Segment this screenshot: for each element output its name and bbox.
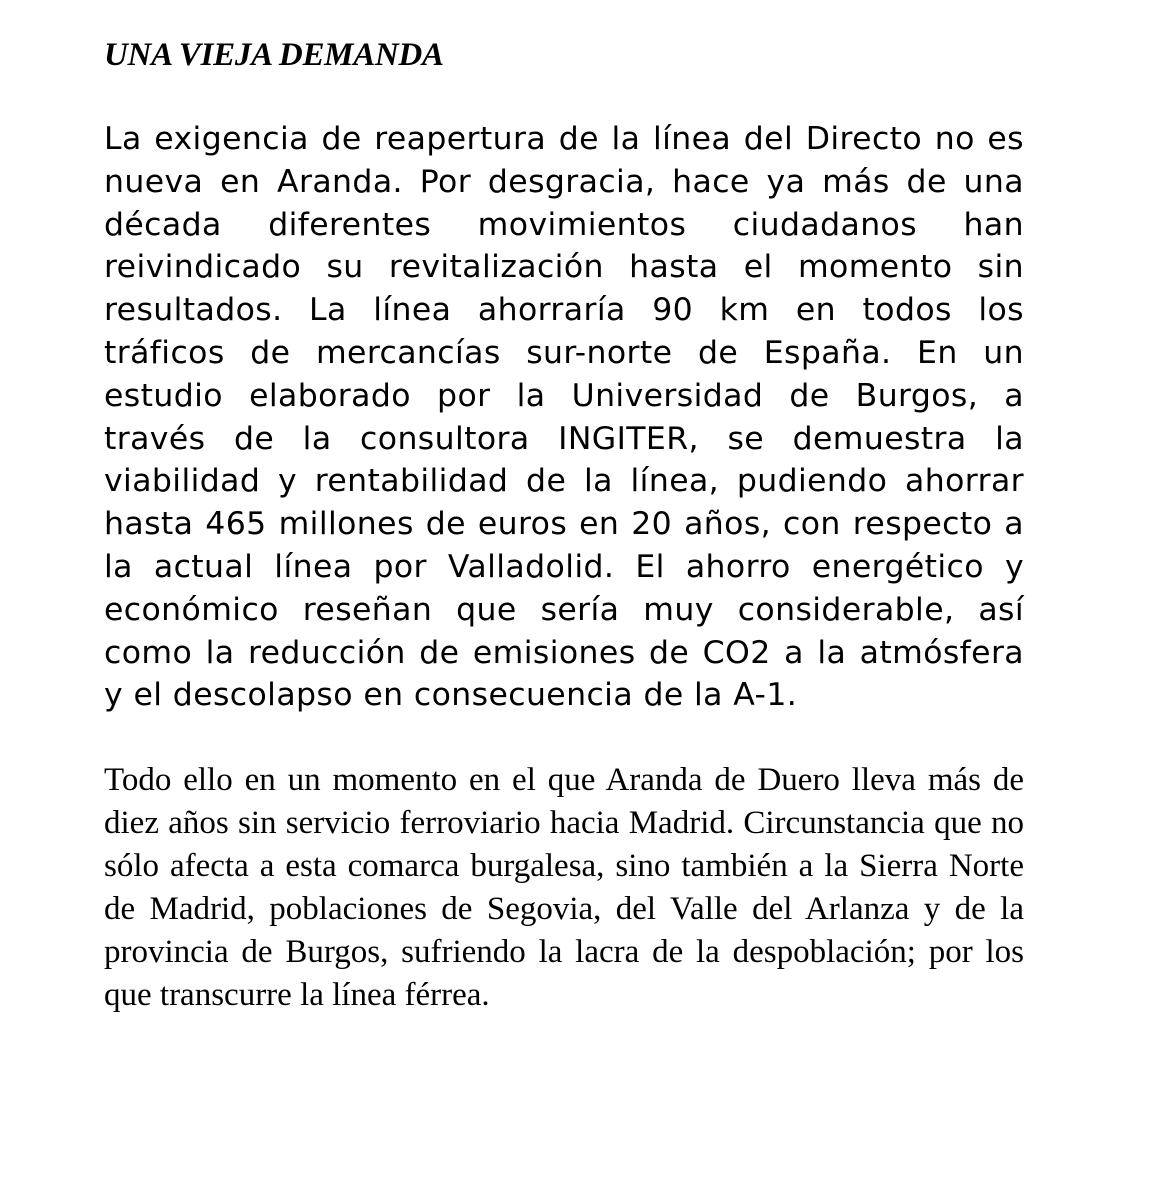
section-heading: UNA VIEJA DEMANDA [104,37,444,73]
paragraph-directo-line: La exigencia de reapertura de la línea del Directo no es nueva en Aranda. Por desgracia, hace ya más de una década diferentes movimientos ciudadanos han reivindicado su revitalización hasta el momento sin resultados. La línea ahorraría 90 km en todos los tráficos de mercancías sur-norte de España. En un estudio elaborado por la Universidad de Burgos, a través de la consultora INGITER, se demuestra la viabilidad y rentabilidad de la línea, pudiendo ahorrar hasta 465 millones de euros en 20 años, con respecto a la actual línea por Valladolid. El ahorro energético y económico reseñan que sería muy considerable, así como la reducción de emisiones de CO2 a la atmósfera y el descolapso en consecuencia de la A-1. [104,121,1024,714]
document-body [104,34,1024,1017]
paragraph-aranda-context: Todo ello en un momento en el que Aranda de Duero lleva más de diez años sin servicio ferroviario hacia Madrid. Circunstancia que no sólo afecta a esta comarca burgalesa, sino también a la Sierra Norte de Madrid, poblaciones de Segovia, del Valle del Arlanza y de la provincia de Burgos, sufriendo la lacra de la despoblación; por los que transcurre la línea férrea. [104,762,1024,1014]
